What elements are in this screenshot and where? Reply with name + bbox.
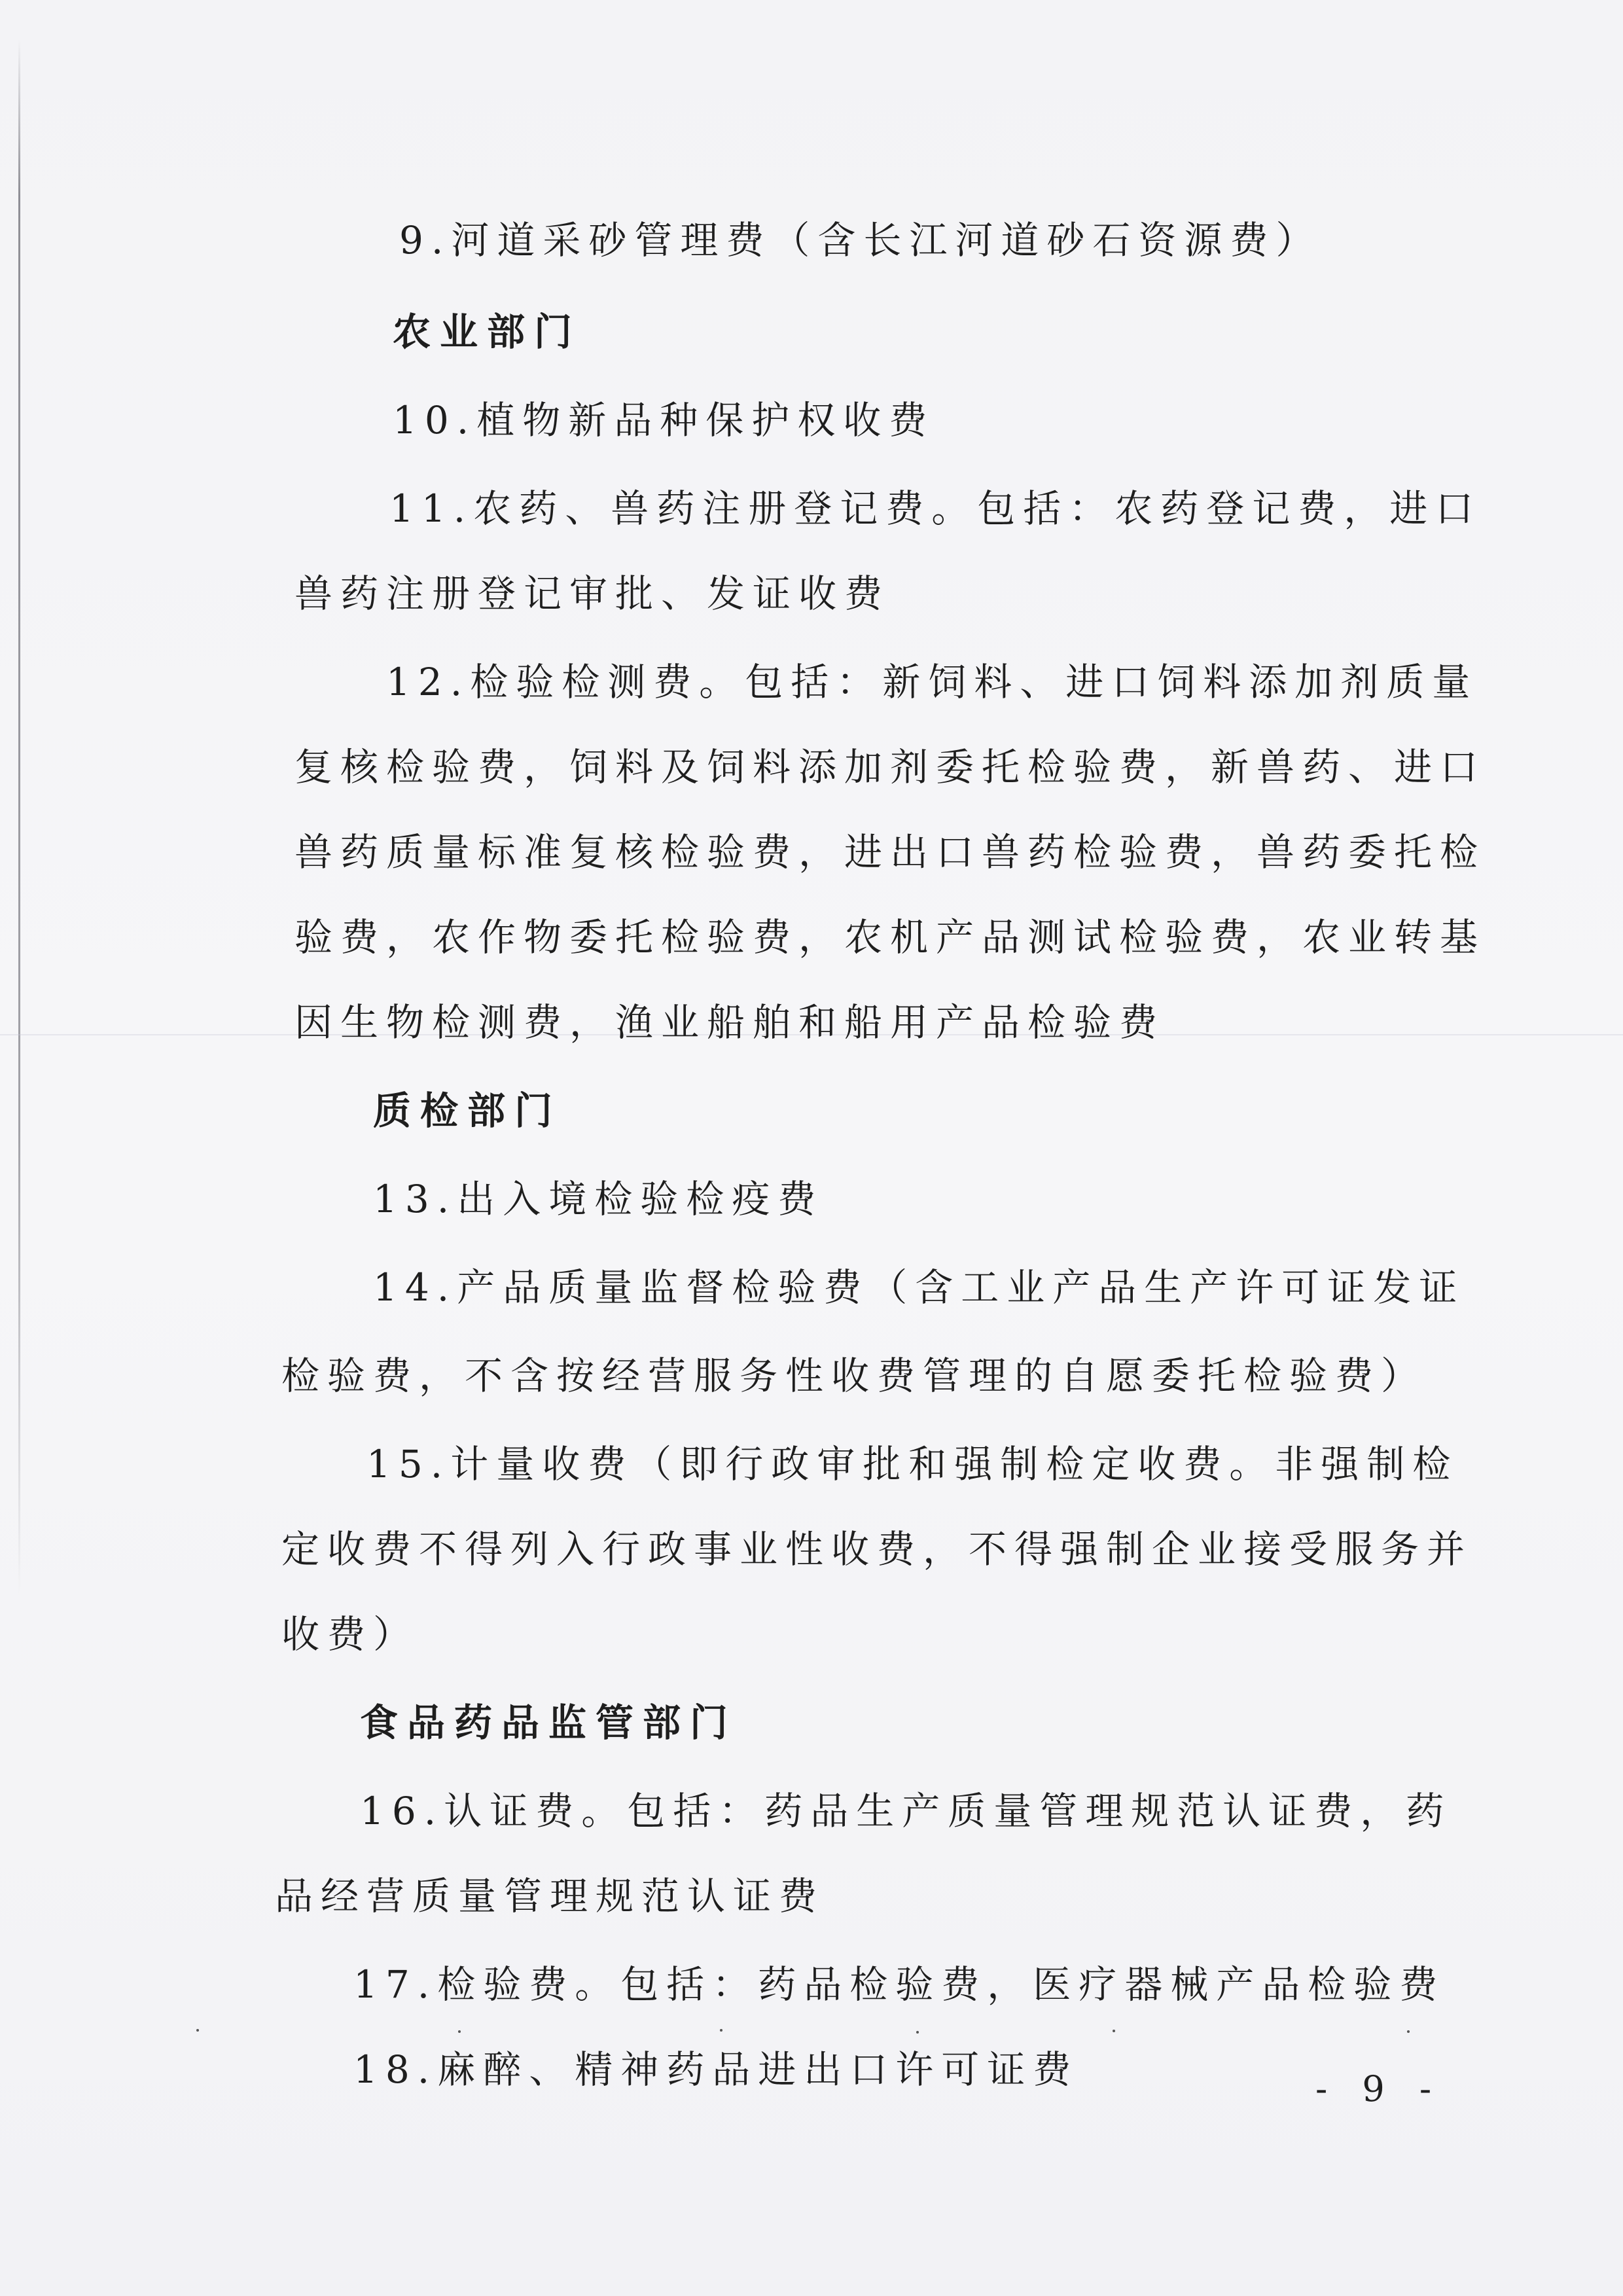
item-18: 18.麻醉、精神药品进出口许可证费 <box>353 2047 1079 2092</box>
item-11-line-2: 兽药注册登记审批、发证收费 <box>294 571 891 616</box>
scan-edge-shadow <box>18 39 20 1597</box>
item-12-line-3: 兽药质量标准复核检验费，进出口兽药检验费，兽药委托检 <box>294 830 1486 874</box>
item-12-line-1: 12.检验检测费。包括：新饲料、进口饲料添加剂质量 <box>386 660 1478 704</box>
item-14-line-2: 检验费，不含按经营服务性收费管理的自愿委托检验费） <box>281 1354 1427 1398</box>
item-16-line-2: 品经营质量管理规范认证费 <box>275 1874 825 1918</box>
item-13: 13.出入境检验检疫费 <box>373 1177 824 1221</box>
footer-dot <box>1113 2030 1115 2032</box>
footer-dot <box>720 2029 722 2032</box>
footer-dot <box>1407 2030 1410 2033</box>
item-11-line-1: 11.农药、兽药注册登记费。包括：农药登记费，进口 <box>389 486 1482 531</box>
heading-quality-inspection: 质检部门 <box>373 1088 562 1133</box>
footer-dot <box>196 2029 199 2032</box>
item-14-line-1: 14.产品质量监督检验费（含工业产品生产许可证发证 <box>373 1265 1465 1310</box>
item-12-line-4: 验费，农作物委托检验费，农机产品测试检验费，农业转基 <box>294 915 1486 960</box>
footer-dot <box>916 2031 919 2034</box>
page-number: - 9 - <box>1315 2068 1444 2109</box>
item-12-line-5: 因生物检测费，渔业船舶和船用产品检验费 <box>294 1000 1166 1045</box>
heading-agriculture: 农业部门 <box>393 310 582 354</box>
item-15-line-1: 15.计量收费（即行政审批和强制检定收费。非强制检 <box>366 1442 1459 1486</box>
item-16-line-1: 16.认证费。包括：药品生产质量管理规范认证费，药 <box>360 1789 1452 1833</box>
heading-food-drug: 食品药品监管部门 <box>360 1700 738 1745</box>
item-15-line-2: 定收费不得列入行政事业性收费，不得强制企业接受服务并 <box>281 1527 1473 1571</box>
item-12-line-2: 复核检验费，饲料及饲料添加剂委托检验费，新兽药、进口 <box>294 745 1486 789</box>
item-9: 9.河道采砂管理费（含长江河道砂石资源费） <box>399 218 1322 262</box>
item-10: 10.植物新品种保护权收费 <box>393 398 935 442</box>
footer-dot <box>458 2030 461 2033</box>
footer-dot-row <box>196 2029 1440 2036</box>
item-15-line-3: 收费） <box>281 1612 419 1657</box>
item-17: 17.检验费。包括：药品检验费，医疗器械产品检验费 <box>353 1962 1446 2007</box>
